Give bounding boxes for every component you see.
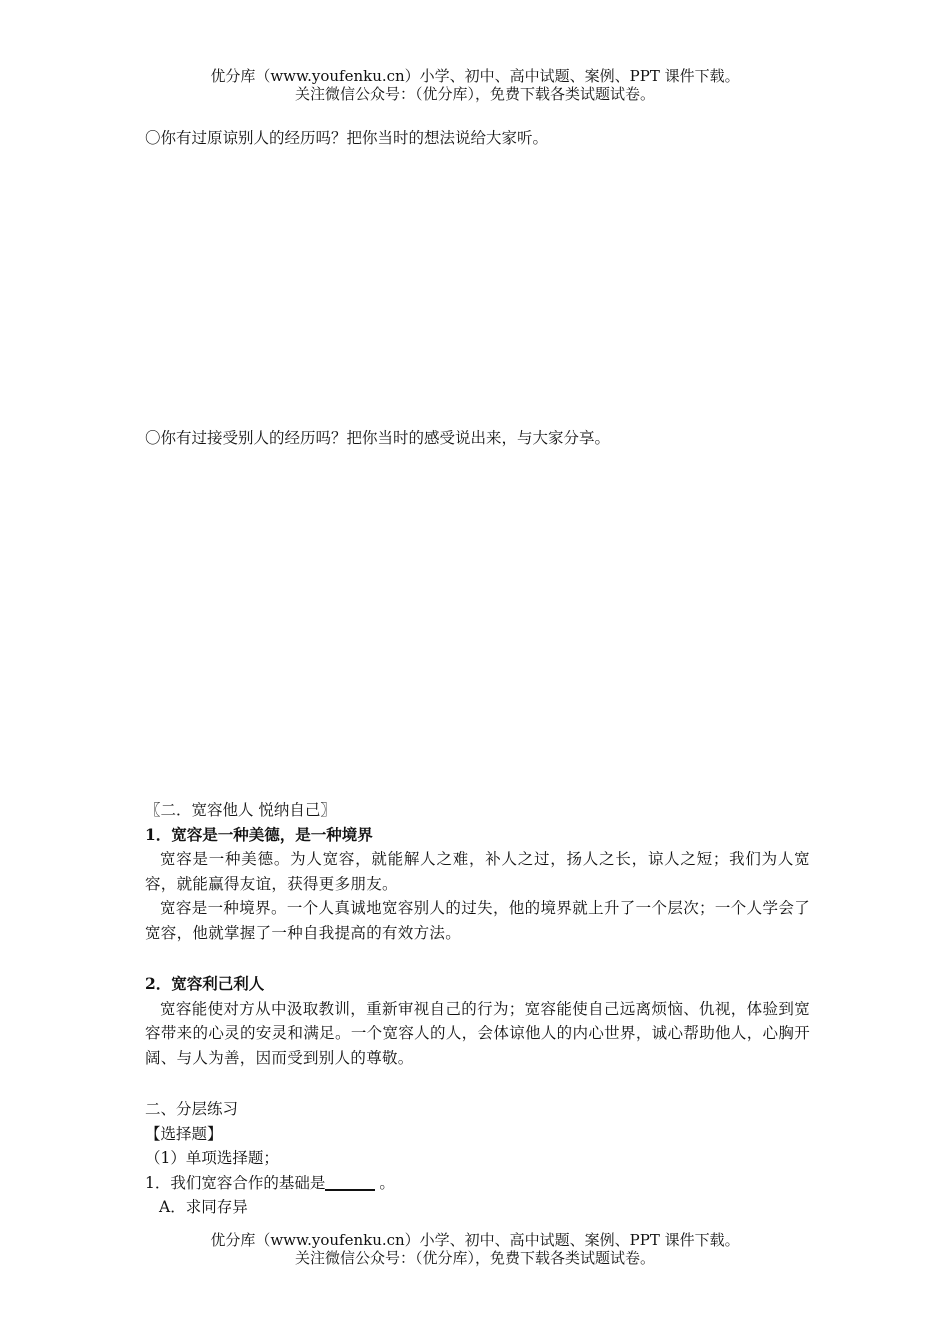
answer-blank — [325, 1173, 375, 1191]
page-header — [0, 67, 950, 103]
practice-section — [145, 1097, 810, 1220]
question-forgive: 〇你有过原谅别人的经历吗？把你当时的想法说给大家听。 — [145, 129, 549, 147]
footer-line-2: 关注微信公众号：（优分库），免费下载各类试题试卷。 — [294, 1249, 655, 1267]
subsection-title-2: 2．宽容利己利人 — [145, 974, 265, 993]
subsection-title-1: 1．宽容是一种美德，是一种境界 — [145, 824, 373, 844]
section-tolerance — [145, 798, 810, 945]
question-accept: 〇你有过接受别人的经历吗？把你当时的感受说出来，与大家分享。 — [145, 429, 611, 447]
option-a: A．求同存异 — [159, 1198, 248, 1216]
paragraph-benefit: 宽容能使对方从中汲取教训，重新审视自己的行为；宽容能使自己远离烦恼、仇视，体验到宽容带来的心灵的安灵和满足。一个宽容人的人，会体谅他人的内心世界，诚心帮助他人，心胸开阔、与人为善，因而受到别人的尊敬。 — [145, 999, 810, 1067]
header-line-2: 关注微信公众号：（优分库），免费下载各类试题试卷。 — [294, 85, 655, 103]
footer-line-1: 优分库（www.youfenku.cn）小学、初中、高中试题、案例、PPT 课件下载。 — [210, 1231, 740, 1249]
paragraph-virtue: 宽容是一种美德。为人宽容，就能解人之难，补人之过，扬人之长，谅人之短；我们为人宽容，就能赢得友谊，获得更多朋友。 — [145, 850, 810, 893]
question-type-label: 【选择题】 — [145, 1124, 223, 1143]
question-1-text: 1．我们宽容合作的基础是 — [145, 1173, 326, 1192]
question-subtype: （1）单项选择题； — [145, 1149, 279, 1167]
page-footer — [0, 1231, 950, 1267]
section-benefit — [145, 972, 810, 1070]
header-line-1: 优分库（www.youfenku.cn）小学、初中、高中试题、案例、PPT 课件下载。 — [210, 67, 740, 85]
paragraph-realm: 宽容是一种境界。一个人真诚地宽容别人的过失，他的境界就上升了一个层次；一个人学会了宽容，他就掌握了一种自我提高的有效方法。 — [145, 899, 810, 942]
question-1-end: 。 — [379, 1173, 395, 1192]
section-heading: 〖二．宽容他人 悦纳自己〗 — [145, 801, 336, 819]
practice-heading: 二、分层练习 — [145, 1100, 239, 1118]
practice-question-1 — [145, 1171, 810, 1196]
